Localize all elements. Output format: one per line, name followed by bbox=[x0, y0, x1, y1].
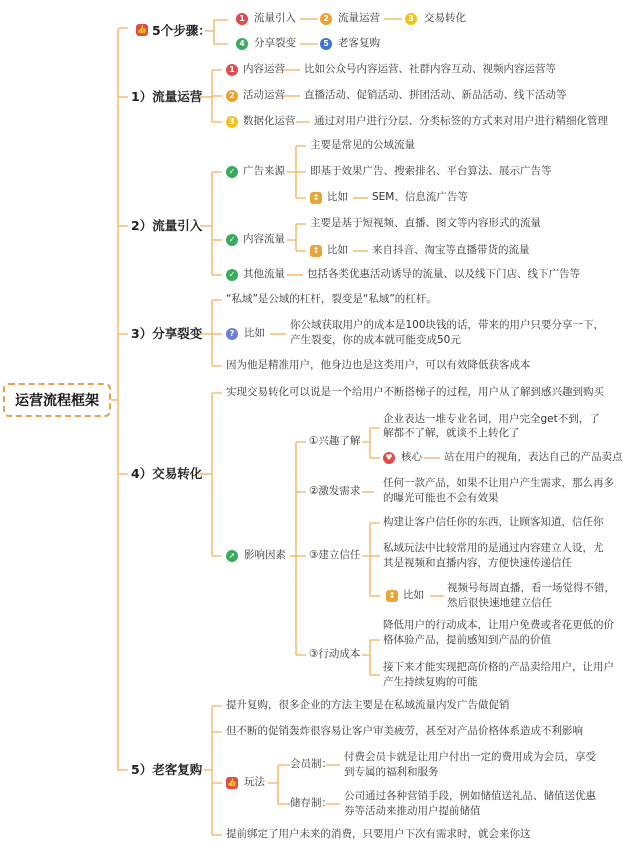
share-example-text-2: 产生裂变，你的成本就可能变成50元 bbox=[290, 334, 461, 346]
number-2-icon: 2 bbox=[226, 90, 238, 102]
example-icon: ↕ bbox=[310, 192, 322, 204]
other-traffic-desc: 包括各类优惠活动诱导的流量、以及线下门店、线下广告等 bbox=[307, 268, 580, 280]
section-traffic-operation: 1）流量运营 bbox=[131, 89, 203, 104]
example-icon: ↕ bbox=[310, 245, 322, 257]
demand-text-2: 的曝光可能也不会有效果 bbox=[383, 492, 499, 504]
repurchase-line-2: 但不断的促销轰炸很容易让客户审美疲劳，甚至对产品价格体系造成不利影响 bbox=[226, 725, 583, 737]
stored-value-text-2: 券等活动来推动用户提前储值 bbox=[344, 805, 481, 817]
gameplay-label: 玩法 bbox=[244, 776, 265, 788]
thumbs-up-icon: 👍 bbox=[227, 778, 237, 787]
trust-example-text-1: 视频号每周直播，看一场觉得不错， bbox=[447, 582, 615, 594]
section-transaction-conversion: 4）交易转化 bbox=[131, 466, 203, 481]
membership-text-2: 到专属的福利和服务 bbox=[344, 766, 439, 778]
ad-source-line-2: 即基于效果广告、搜索排名、平台算法、展示广告等 bbox=[310, 165, 552, 177]
ad-source-example-label: 比如 bbox=[327, 191, 348, 203]
section-repeat-purchase: 5）老客复购 bbox=[131, 762, 203, 777]
demand-text-1: 任何一款产品，如果不让用户产生需求，那么再多 bbox=[383, 477, 614, 489]
content-traffic-example-text: 来自抖音、淘宝等直播带货的流量 bbox=[372, 244, 530, 256]
influence-factors-label: 影响因素 bbox=[244, 549, 286, 561]
build-trust-label: ③建立信任 bbox=[309, 549, 361, 561]
membership-text-1: 付费会员卡就是让用户付出一定的费用成为会员，享受 bbox=[344, 751, 596, 763]
section-traffic-acquisition: 2）流量引入 bbox=[131, 218, 203, 233]
data-operation-desc: 通过对用户进行分层、分类标签的方式来对用户进行精细化管理 bbox=[314, 115, 608, 127]
interest-text-2: 解都不了解，就谈不上转化了 bbox=[383, 427, 520, 439]
step-item-1: 流量引入 bbox=[254, 12, 296, 24]
step-item-2: 流量运营 bbox=[338, 12, 380, 24]
action-text-2: 格体验产品，提前感知到产品的价值 bbox=[383, 634, 551, 646]
action-cost-label: ③行动成本 bbox=[309, 648, 361, 660]
number-5-icon: 5 bbox=[320, 38, 332, 50]
ad-source-label: 广告来源 bbox=[243, 165, 285, 177]
check-icon: ✓ bbox=[226, 234, 238, 246]
repurchase-line-3: 提前绑定了用户未来的消费，只要用户下次有需求时，就会来你这 bbox=[226, 828, 531, 840]
other-traffic-label: 其他流量 bbox=[243, 268, 285, 280]
trust-text-1: 构建让客户信任你的东西，让顾客知道，信任你 bbox=[383, 516, 604, 528]
membership-label: 会员制： bbox=[290, 758, 332, 770]
question-icon: ? bbox=[226, 328, 238, 340]
number-2-icon: 2 bbox=[320, 13, 332, 25]
conversion-intro: 实现交易转化可以说是一个给用户不断搭梯子的过程，用户从了解到感兴趣到购买 bbox=[226, 386, 604, 398]
share-example-label: 比如 bbox=[244, 327, 265, 339]
step-item-3: 交易转化 bbox=[424, 12, 466, 24]
number-1-icon: 1 bbox=[226, 64, 238, 76]
number-3-icon: 3 bbox=[405, 13, 417, 25]
share-line-1: “私域”是公域的杠杆，裂变是“私域”的杠杆。 bbox=[226, 293, 437, 305]
activity-operation-label: 活动运营 bbox=[243, 89, 285, 101]
interest-core-label: 核心 bbox=[401, 451, 422, 463]
ad-source-example-text: SEM、信息流广告等 bbox=[372, 191, 468, 203]
stored-value-label: 储存制： bbox=[290, 797, 332, 809]
number-4-icon: 4 bbox=[236, 38, 248, 50]
interest-label: ①兴趣了解 bbox=[309, 435, 361, 447]
step-item-4: 分享裂变 bbox=[254, 37, 296, 49]
check-icon: ✓ bbox=[226, 269, 238, 281]
interest-text-1: 企业表达一堆专业名词，用户完全get不到，了 bbox=[383, 413, 600, 425]
repurchase-line-1: 提升复购，很多企业的方法主要是在私域流量内发广告做促销 bbox=[226, 699, 510, 711]
trust-example-text-2: 然后很快速地建立信任 bbox=[447, 597, 552, 609]
content-traffic-line-1: 主要是基于短视频、直播、图文等内容形式的流量 bbox=[310, 217, 541, 229]
check-icon: ✓ bbox=[226, 166, 238, 178]
content-traffic-label: 内容流量 bbox=[243, 233, 285, 245]
heart-icon: ♥ bbox=[383, 452, 395, 464]
trust-example-label: 比如 bbox=[403, 589, 424, 601]
stimulate-demand-label: ②激发需求 bbox=[309, 485, 361, 497]
runner-icon: ➚ bbox=[226, 550, 238, 562]
action-text-1: 降低用户的行动成本，让用户免费或者花更低的价 bbox=[383, 619, 614, 631]
ad-source-line-1: 主要是常见的公域流量 bbox=[310, 139, 415, 151]
trust-text-2: 私域玩法中比较常用的是通过内容建立人设，尤 bbox=[383, 542, 604, 554]
data-operation-label: 数据化运营 bbox=[243, 115, 296, 127]
content-operation-label: 内容运营 bbox=[243, 63, 285, 75]
action-text-4: 产生持续复购的可能 bbox=[383, 676, 478, 688]
number-3-icon: 3 bbox=[226, 116, 238, 128]
number-1-icon: 1 bbox=[236, 13, 248, 25]
trust-text-3: 其是视频和直播内容，方便快速传递信任 bbox=[383, 557, 572, 569]
action-text-3: 接下来才能实现把高价格的产品卖给用户，让用户 bbox=[383, 661, 614, 673]
steps-label: 5个步骤： bbox=[152, 23, 211, 38]
step-item-5: 老客复购 bbox=[338, 37, 380, 49]
content-traffic-example-label: 比如 bbox=[327, 244, 348, 256]
root-node: 运营流程框架 bbox=[3, 383, 111, 417]
section-share-fission: 3）分享裂变 bbox=[131, 326, 203, 341]
activity-operation-desc: 直播活动、促销活动、拼团活动、新品活动、线下活动等 bbox=[304, 89, 567, 101]
content-operation-desc: 比如公众号内容运营、社群内容互动、视频内容运营等 bbox=[304, 63, 556, 75]
interest-core-text: 站在用户的视角，表达自己的产品卖点 bbox=[444, 451, 623, 463]
share-example-text-1: 你公域获取用户的成本是100块钱的话，带来的用户只要分享一下， bbox=[290, 319, 605, 331]
thumbs-up-icon: 👍 bbox=[137, 25, 147, 34]
example-icon: ↕ bbox=[386, 590, 398, 602]
stored-value-text-1: 公司通过各种营销手段，例如储值送礼品、储值送优惠 bbox=[344, 790, 596, 802]
share-line-3: 因为他是精准用户，他身边也是这类用户，可以有效降低获客成本 bbox=[226, 359, 531, 371]
